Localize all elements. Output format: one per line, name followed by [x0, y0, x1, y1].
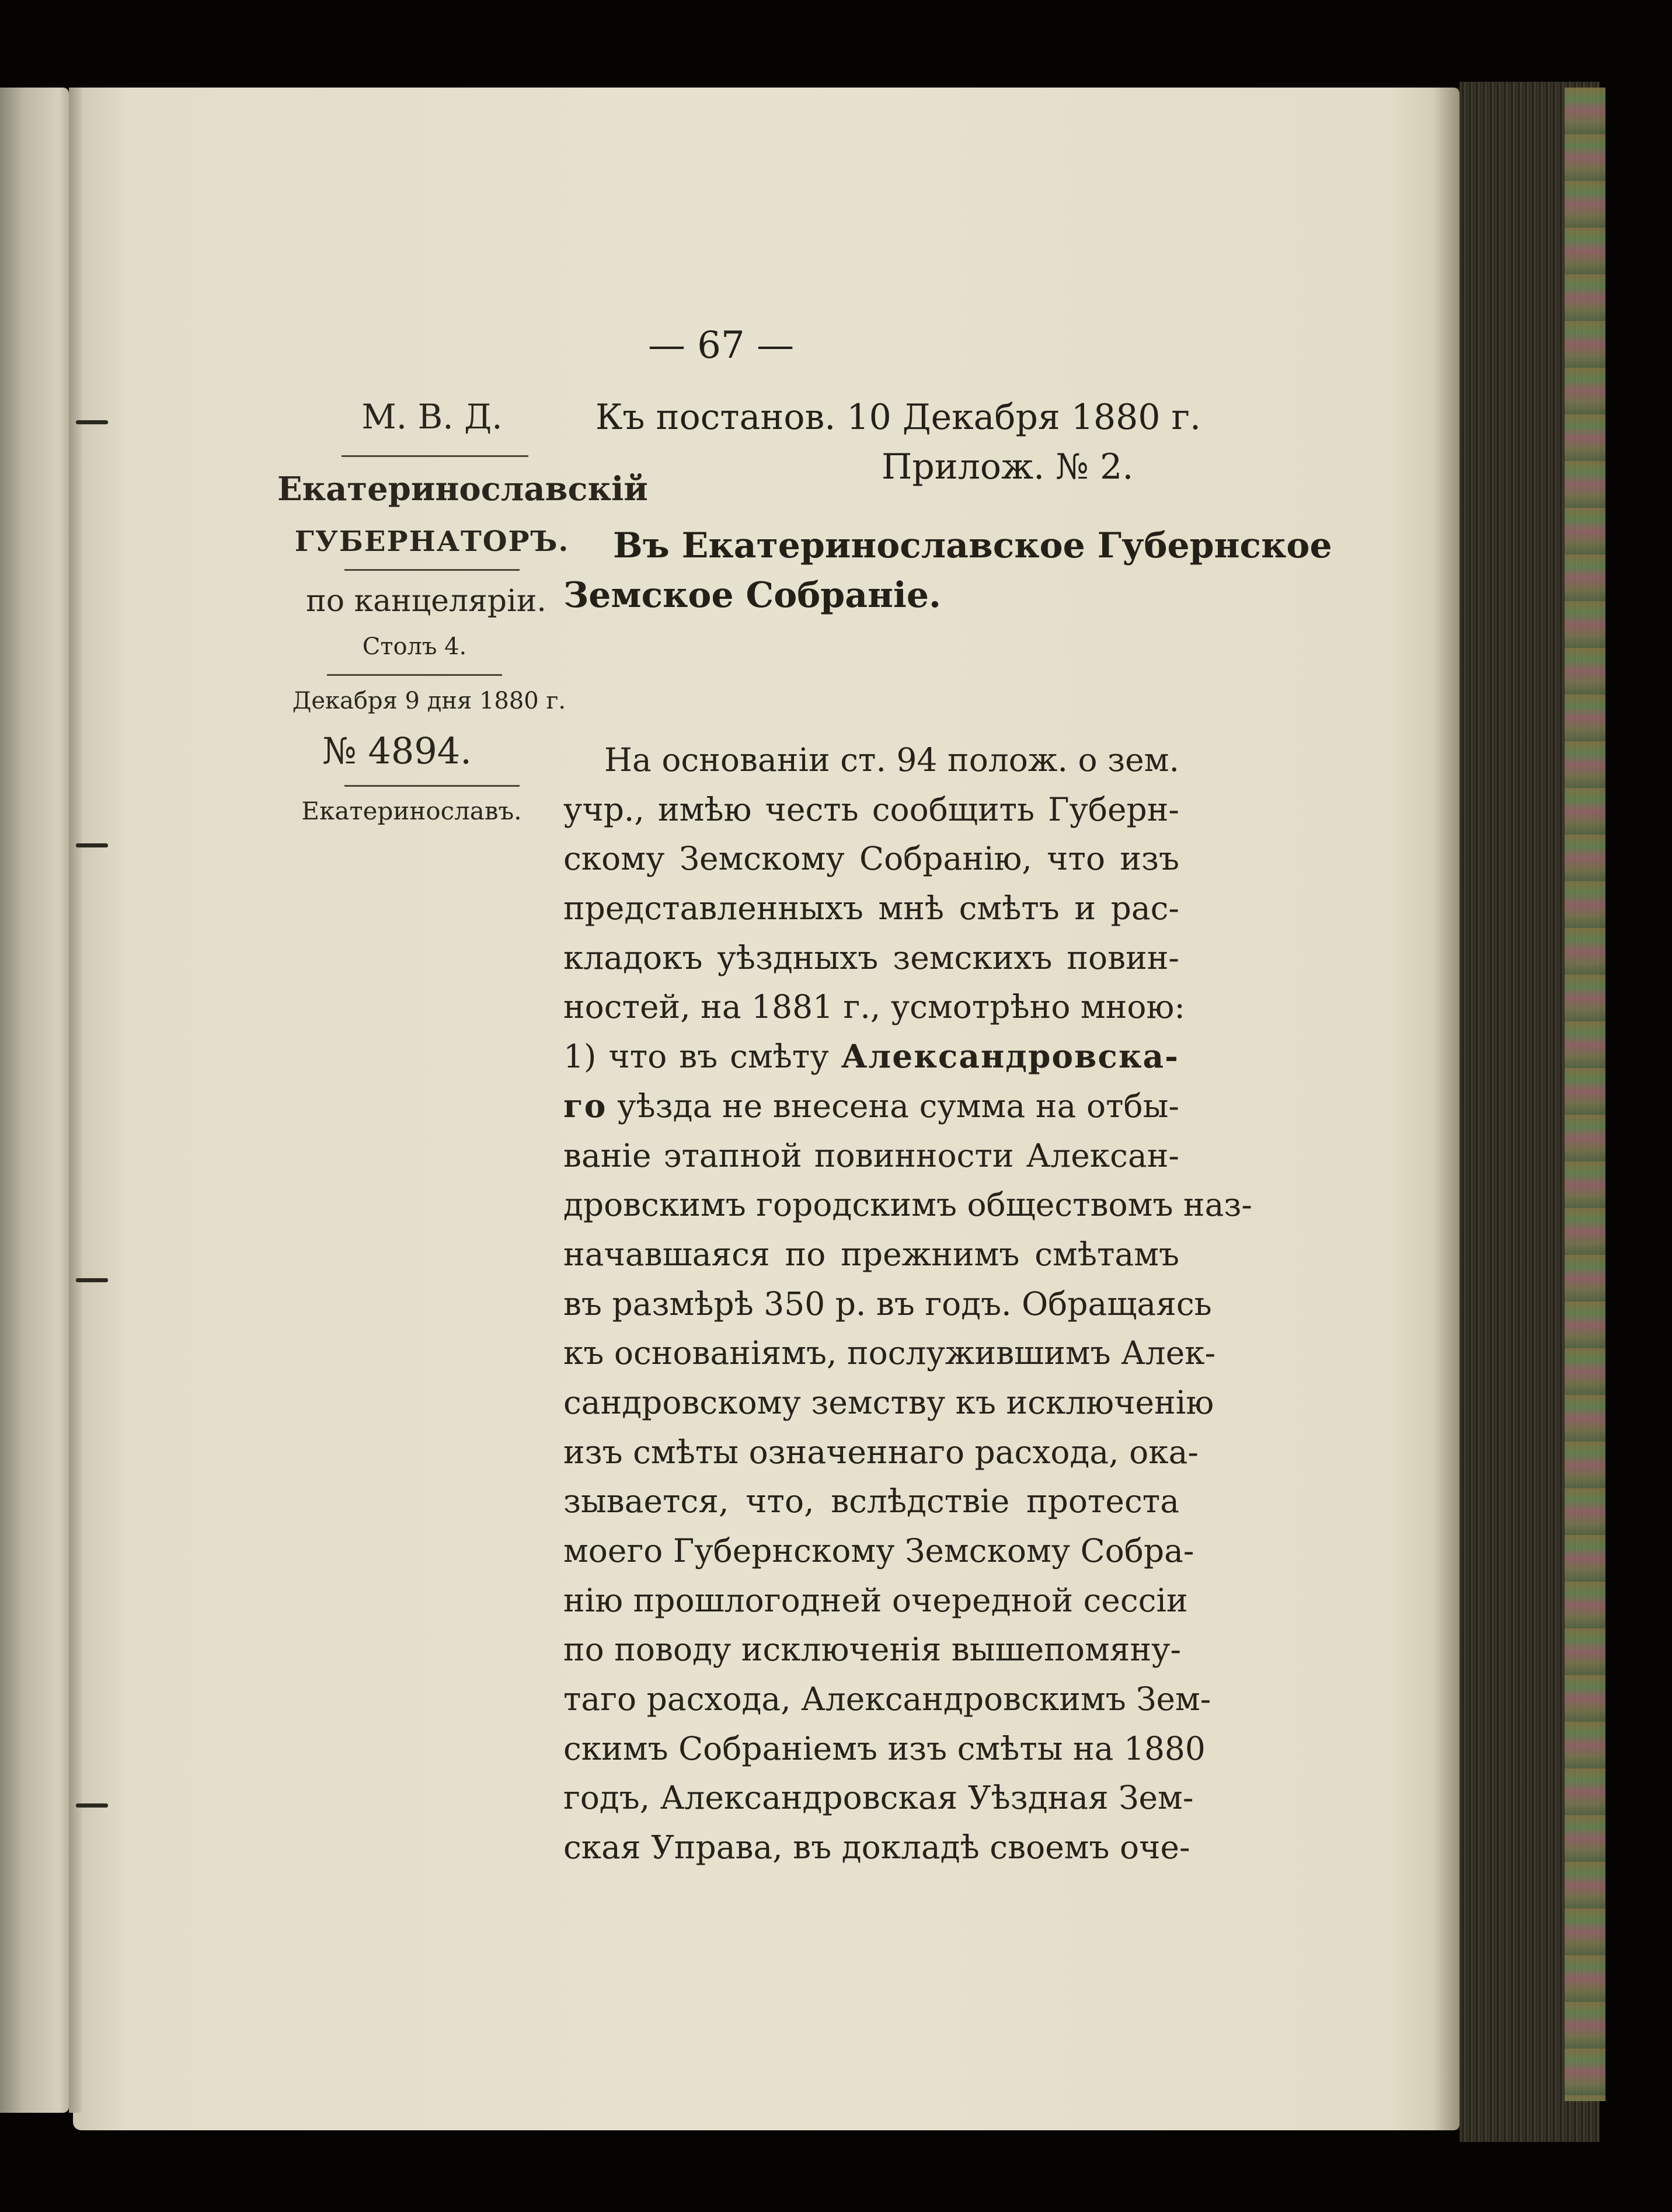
- office-label: по канцеляріи.: [306, 584, 546, 619]
- body-line: 1) что въ смѣту Александровска-: [563, 1037, 1179, 1076]
- body-line: нію прошлогодней очередной сессіи: [563, 1581, 1188, 1619]
- page-gutter: [69, 88, 82, 2113]
- body-line: ская Управа, въ докладѣ своемъ оче-: [563, 1829, 1190, 1866]
- document-date: Декабря 9 дня 1880 г.: [292, 688, 566, 714]
- binding-thread-mark: [76, 1278, 108, 1282]
- divider: [327, 674, 502, 676]
- binding-thread-mark: [76, 1803, 108, 1808]
- divider: [344, 785, 520, 787]
- body-line: по поводу исключенія вышепомяну-: [563, 1631, 1182, 1669]
- governor-name: Екатеринославскій: [277, 470, 648, 508]
- body-line: начавшаяся по прежнимъ смѣтамъ: [563, 1235, 1179, 1273]
- desk-label: Столъ 4.: [362, 633, 467, 660]
- body-line: учр., имѣю честь сообщить Губерн-: [563, 790, 1179, 828]
- body-line: къ основаніямъ, послужившимъ Алек-: [563, 1334, 1216, 1372]
- body-text: [563, 735, 1252, 1872]
- addressee-line: Земское Собраніе.: [563, 575, 941, 616]
- body-line: годъ, Александровская Уѣздная Зем-: [563, 1779, 1194, 1817]
- body-line: представленныхъ мнѣ смѣтъ и рас-: [563, 889, 1179, 927]
- governor-title: ГУБЕРНАТОРЪ.: [294, 525, 570, 558]
- body-line: кладокъ уѣздныхъ земскихъ повин-: [563, 938, 1179, 976]
- binding-thread-mark: [76, 420, 108, 424]
- document-number: № 4894.: [322, 730, 472, 772]
- page-number: — 67 —: [647, 324, 795, 367]
- body-line: таго расхода, Александровскимъ Зем-: [563, 1680, 1211, 1718]
- body-line: го уѣзда не внесена сумма на отбы-: [563, 1086, 1179, 1125]
- body-line: скому Земскому Собранію, что изъ: [563, 840, 1179, 878]
- left-page-edge: [0, 88, 69, 2113]
- body-line: скимъ Собраніемъ изъ смѣты на 1880: [563, 1729, 1206, 1767]
- marbled-edge: [1565, 88, 1605, 2101]
- page-shadow: [1433, 88, 1459, 2130]
- addressee-line: Въ Екатеринославское Губернское: [613, 525, 1332, 566]
- body-line: зывается, что, вслѣдствіе протеста: [563, 1482, 1179, 1520]
- body-line: ваніе этапной повинности Алексан-: [563, 1136, 1179, 1174]
- body-line: дровскимъ городскимъ обществомъ наз-: [563, 1186, 1252, 1224]
- emphasized-word: го: [563, 1086, 607, 1125]
- emphasized-word: Александровска-: [841, 1037, 1179, 1076]
- city-name: Екатеринославъ.: [301, 797, 522, 825]
- divider: [342, 455, 528, 457]
- binding-thread-mark: [76, 843, 108, 847]
- appendix-number: Прилож. № 2.: [882, 446, 1134, 487]
- decree-reference: Къ постанов. 10 Декабря 1880 г.: [595, 397, 1201, 438]
- body-line: моего Губернскому Земскому Собра-: [563, 1532, 1194, 1569]
- ministry-abbrev: М. В. Д.: [361, 397, 503, 437]
- body-line: ностей, на 1881 г., усмотрѣно мною:: [563, 988, 1185, 1026]
- divider: [344, 569, 520, 571]
- body-line: На основаніи ст. 94 полож. о зем.: [604, 741, 1179, 779]
- body-line: въ размѣрѣ 350 р. въ годъ. Обращаясь: [563, 1285, 1212, 1323]
- body-line: изъ смѣты означеннаго расхода, ока-: [563, 1433, 1199, 1471]
- body-line: сандровскому земству къ исключенію: [563, 1383, 1214, 1421]
